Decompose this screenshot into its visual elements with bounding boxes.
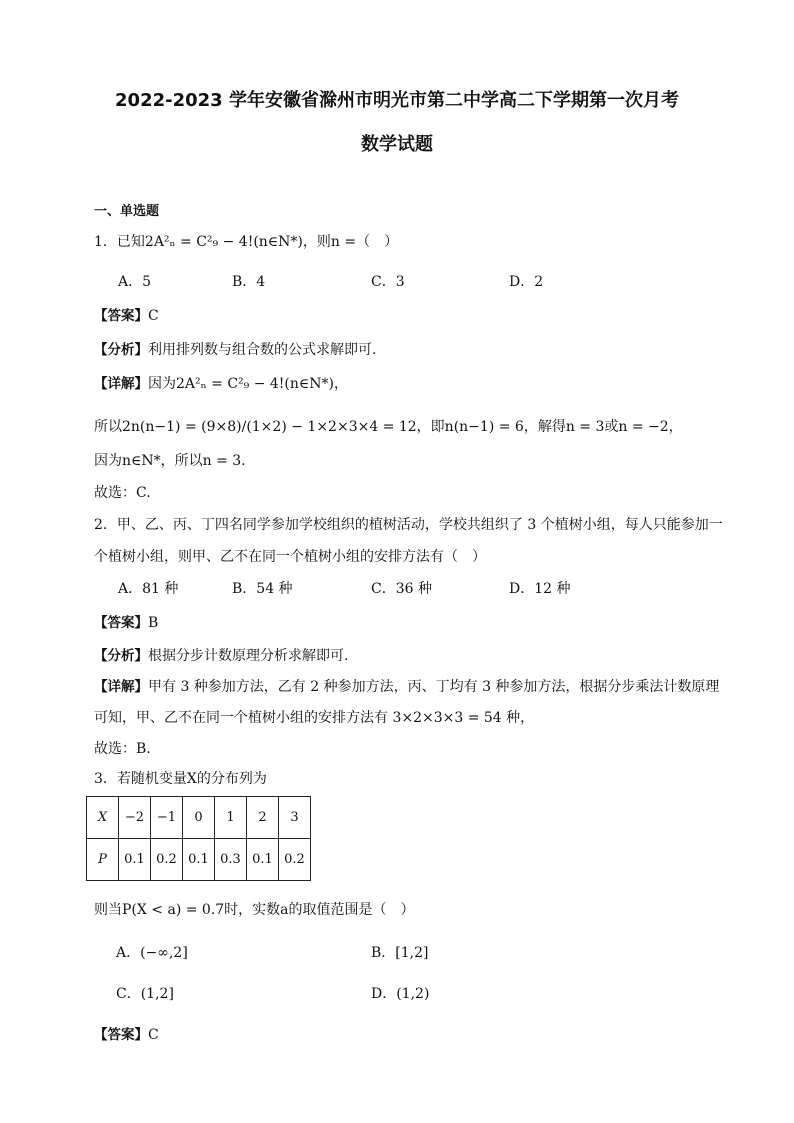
q1-answer bbox=[94, 306, 159, 326]
q2-stem-line: 2．甲、乙、丙、丁四名同学参加学校组织的植树活动，学校共组织了 3 个植树小组，每人只能参加一 bbox=[94, 517, 723, 533]
table-cell: 0.1 bbox=[183, 839, 215, 881]
analysis-text: 利用排列数与组合数的公式求解即可. bbox=[148, 342, 377, 358]
table-row bbox=[87, 839, 311, 881]
q1-option-b: B．4 bbox=[232, 274, 266, 290]
q1-option-d: D．2 bbox=[509, 274, 544, 290]
table-cell: 0 bbox=[183, 797, 215, 839]
q2-option-b: B．54 种 bbox=[232, 581, 293, 597]
table-cell: X bbox=[87, 797, 119, 839]
q1-stem: 1．已知2A²ₙ = C²₉ − 4!(n∈N*)，则n =（ ） bbox=[94, 234, 399, 250]
q2-stem-line: 个植树小组，则甲、乙不在同一个植树小组的安排方法有（ ） bbox=[94, 549, 486, 565]
answer-value: C bbox=[148, 308, 159, 324]
table-cell: −2 bbox=[119, 797, 151, 839]
q3-option-c: C．(1,2] bbox=[116, 986, 174, 1002]
q2-option-a: A．81 种 bbox=[118, 581, 179, 597]
detail-tag: 【详解】 bbox=[94, 376, 148, 392]
q2-analysis bbox=[94, 646, 348, 666]
table-cell: 2 bbox=[247, 797, 279, 839]
q1-option-c: C．3 bbox=[371, 274, 405, 290]
page-subtitle: 数学试题 bbox=[361, 134, 433, 155]
analysis-text: 根据分步计数原理分析求解即可. bbox=[148, 648, 349, 664]
q3-option-a: A．(−∞,2] bbox=[116, 945, 188, 961]
section-heading: 一、单选题 bbox=[94, 204, 160, 219]
q1-detail-line: 因为n∈N*，所以n = 3. bbox=[94, 453, 246, 469]
detail-tag: 【详解】 bbox=[94, 679, 148, 695]
q1-analysis bbox=[94, 340, 376, 360]
q2-option-c: C．36 种 bbox=[371, 581, 432, 597]
analysis-tag: 【分析】 bbox=[94, 342, 148, 358]
q1-detail-line: 故选：C. bbox=[94, 485, 151, 501]
answer-tag: 【答案】 bbox=[94, 308, 148, 324]
table-cell: 1 bbox=[215, 797, 247, 839]
page-title: 2022-2023 学年安徽省滁州市明光市第二中学高二下学期第一次月考 bbox=[115, 90, 679, 111]
table-cell: −1 bbox=[151, 797, 183, 839]
table-cell: 0.1 bbox=[119, 839, 151, 881]
q2-detail-line bbox=[94, 677, 719, 697]
distribution-table bbox=[86, 796, 311, 881]
q1-option-a: A．5 bbox=[118, 274, 152, 290]
q2-detail-line: 故选：B. bbox=[94, 741, 151, 757]
analysis-tag: 【分析】 bbox=[94, 648, 148, 664]
q3-stem: 3．若随机变量X的分布列为 bbox=[94, 771, 267, 787]
table-cell: 0.3 bbox=[215, 839, 247, 881]
table-row bbox=[87, 797, 311, 839]
q3-option-b: B．[1,2] bbox=[371, 945, 429, 961]
answer-value: B bbox=[148, 615, 159, 631]
q2-detail-line: 可知，甲、乙不在同一个植树小组的安排方法有 3×2×3×3 = 54 种， bbox=[94, 710, 535, 726]
answer-value: C bbox=[148, 1027, 159, 1043]
q2-answer bbox=[94, 613, 158, 633]
answer-tag: 【答案】 bbox=[94, 615, 148, 631]
q3-question: 则当P(X < a) = 0.7时，实数a的取值范围是（ ） bbox=[94, 902, 415, 918]
q3-option-d: D．(1,2) bbox=[371, 986, 430, 1002]
q2-option-d: D．12 种 bbox=[509, 581, 571, 597]
table-cell: P bbox=[87, 839, 119, 881]
q3-answer bbox=[94, 1025, 159, 1045]
table-cell: 0.2 bbox=[151, 839, 183, 881]
q1-detail-line: 所以2n(n−1) = (9×8)/(1×2) − 1×2×3×4 = 12，即n(n−1) = 6，解得n = 3或n = −2， bbox=[94, 419, 683, 435]
q1-detail-line bbox=[94, 374, 348, 394]
detail-text: 甲有 3 种参加方法，乙有 2 种参加方法，丙、丁均有 3 种参加方法，根据分步乘法计数原理 bbox=[148, 679, 720, 695]
table-cell: 0.1 bbox=[247, 839, 279, 881]
table-cell: 3 bbox=[279, 797, 311, 839]
answer-tag: 【答案】 bbox=[94, 1027, 148, 1043]
detail-text: 因为2A²ₙ = C²₉ − 4!(n∈N*)， bbox=[148, 376, 348, 392]
table-cell: 0.2 bbox=[279, 839, 311, 881]
